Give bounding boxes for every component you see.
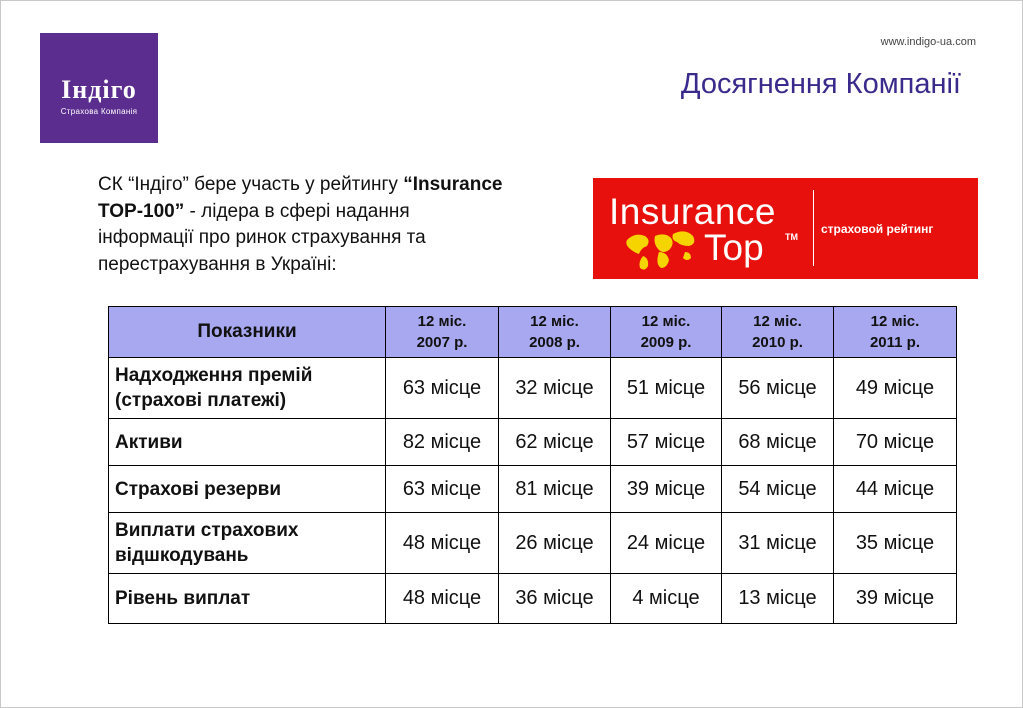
- rank-cell: 39 місце: [834, 574, 957, 624]
- column-header-2009: [611, 307, 722, 358]
- column-period: 12 міс.: [641, 313, 691, 330]
- column-year: 2007 р.: [416, 334, 468, 351]
- column-year: 2010 р.: [752, 334, 803, 351]
- rank-cell: 49 місце: [834, 358, 957, 419]
- rank-cell: 13 місце: [722, 574, 834, 624]
- insurance-top-banner: [593, 178, 978, 279]
- row-label: Рівень виплат: [109, 574, 386, 624]
- logo-name: Індіго: [61, 75, 137, 104]
- rank-cell: 44 місце: [834, 466, 957, 513]
- rank-cell: 62 місце: [499, 419, 611, 466]
- rank-cell: 63 місце: [386, 466, 499, 513]
- rank-cell: 32 місце: [499, 358, 611, 419]
- column-header-2008: [499, 307, 611, 358]
- table-header-row: [109, 307, 957, 358]
- row-label: Виплати страхових відшкодувань: [109, 513, 386, 574]
- rank-cell: 48 місце: [386, 513, 499, 574]
- column-year: 2008 р.: [529, 334, 580, 351]
- rank-cell: 31 місце: [722, 513, 834, 574]
- column-period: 12 міс.: [417, 313, 467, 330]
- column-year: 2009 р.: [640, 334, 692, 351]
- column-year: 2011 р.: [869, 334, 921, 351]
- logo-subtitle: Страхова Компанія: [60, 107, 138, 116]
- intro-text-part2: - лідера в сфері надання інформації про ринок страхування та перестрахування в Україні:: [98, 200, 426, 275]
- rank-cell: 35 місце: [834, 513, 957, 574]
- rank-cell: 57 місце: [611, 419, 722, 466]
- column-header-2010: [722, 307, 834, 358]
- intro-paragraph: [98, 172, 508, 278]
- rank-cell: 51 місце: [611, 358, 722, 419]
- page-title: Досягнення Компанії: [680, 68, 961, 100]
- banner-word-insurance: Insurance: [609, 191, 776, 232]
- company-logo: [40, 33, 158, 143]
- rank-cell: 36 місце: [499, 574, 611, 624]
- table-row: [109, 574, 957, 624]
- column-header-2011: [834, 307, 957, 358]
- banner-word-top: Top: [704, 227, 764, 268]
- rank-cell: 26 місце: [499, 513, 611, 574]
- site-url: www.indigo-ua.com: [880, 36, 976, 48]
- banner-divider: [813, 190, 814, 266]
- rank-cell: 82 місце: [386, 419, 499, 466]
- column-header-2007: [386, 307, 499, 358]
- table-row: [109, 419, 957, 466]
- rank-cell: 39 місце: [611, 466, 722, 513]
- row-label: Надходження премій (страхові платежі): [109, 358, 386, 419]
- row-label: Активи: [109, 419, 386, 466]
- rank-cell: 63 місце: [386, 358, 499, 419]
- table-row: [109, 513, 957, 574]
- rank-cell: 56 місце: [722, 358, 834, 419]
- rank-cell: 24 місце: [611, 513, 722, 574]
- column-period: 12 міс.: [530, 313, 579, 330]
- intro-bold-name: “Insurance TOP-100”: [98, 174, 503, 222]
- banner-trademark: TM: [785, 232, 798, 242]
- row-label: Страхові резерви: [109, 466, 386, 513]
- rank-cell: 81 місце: [499, 466, 611, 513]
- ratings-table: [108, 306, 957, 624]
- column-header-indicators: Показники: [109, 307, 386, 358]
- intro-text-part1: СК “Індіго” бере участь у рейтингу: [98, 174, 398, 195]
- banner-subtitle: страховой рейтинг: [821, 222, 934, 236]
- column-period: 12 міс.: [753, 313, 802, 330]
- table-row: [109, 466, 957, 513]
- rank-cell: 48 місце: [386, 574, 499, 624]
- column-period: 12 міс.: [870, 313, 920, 330]
- rank-cell: 54 місце: [722, 466, 834, 513]
- rank-cell: 4 місце: [611, 574, 722, 624]
- rank-cell: 70 місце: [834, 419, 957, 466]
- rank-cell: 68 місце: [722, 419, 834, 466]
- table-row: [109, 358, 957, 419]
